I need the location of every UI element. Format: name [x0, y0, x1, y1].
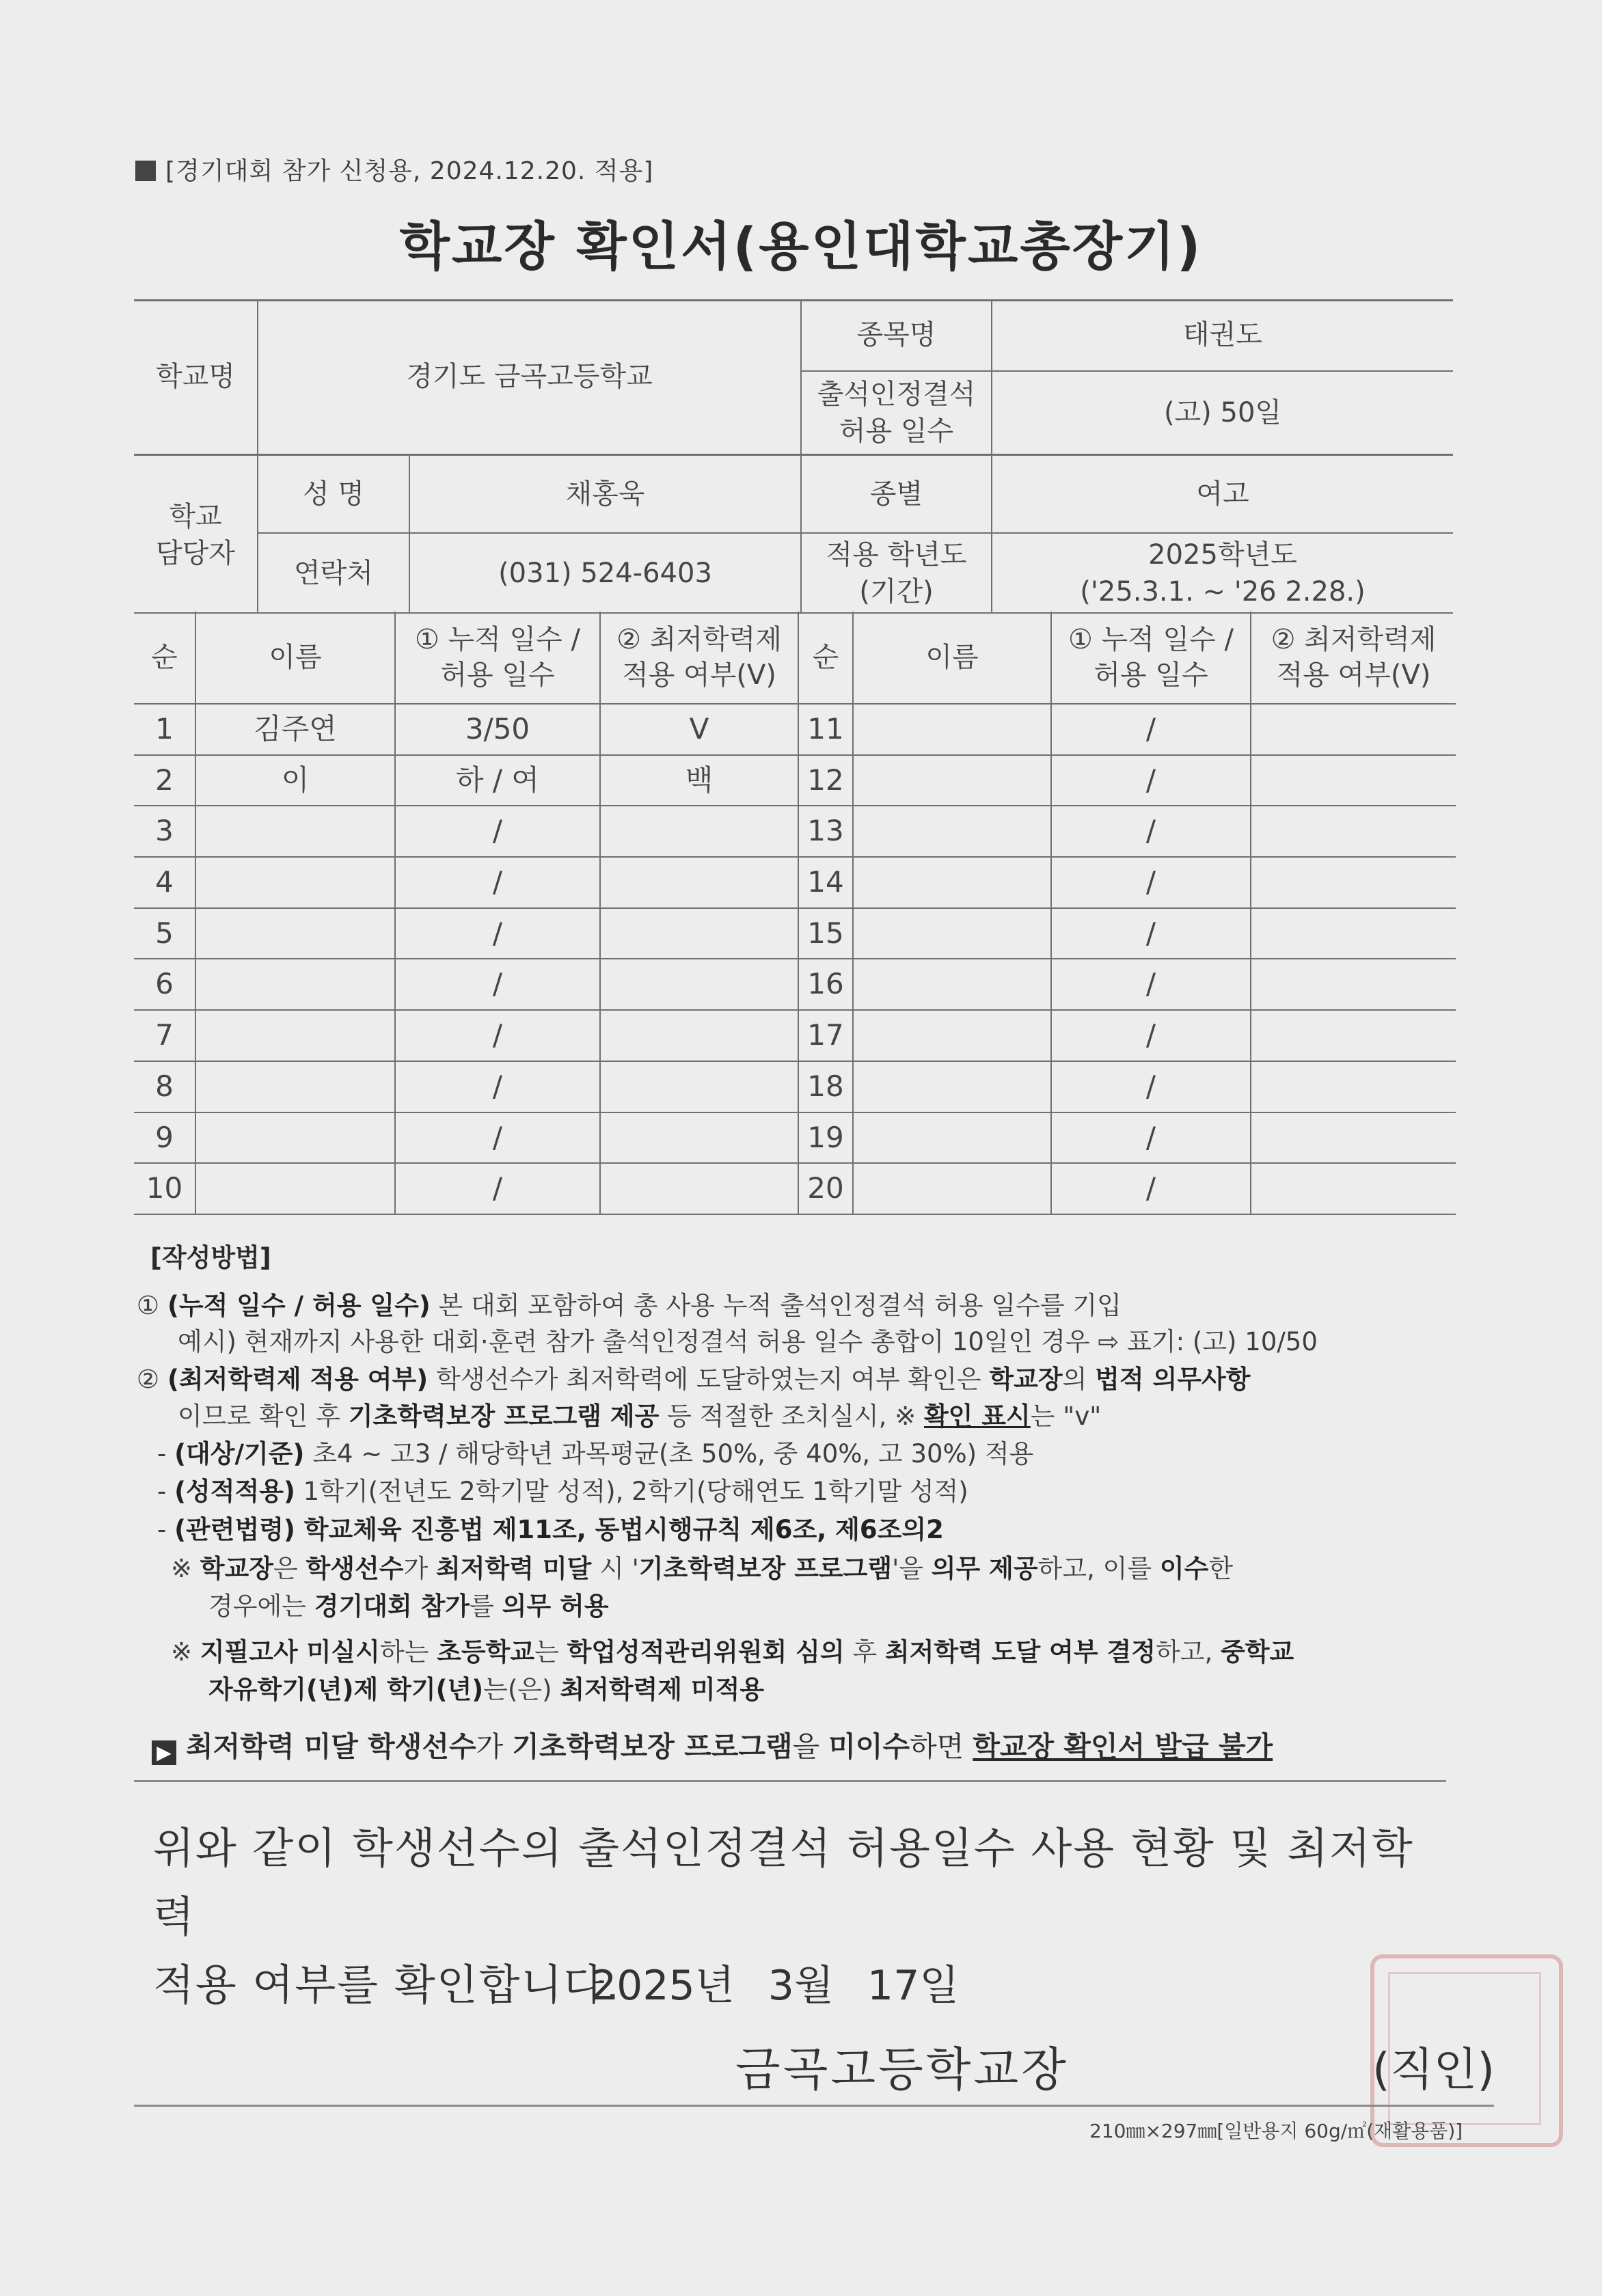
note1-n: 경기대회 참가	[314, 1591, 470, 1621]
guide-note-1: ※ 학교장은 학생선수가 최저학력 미달 시 '기초학력보장 프로그램'을 의무 제공하고, 이를 이수한	[171, 1554, 1234, 1583]
table-row	[134, 1112, 1456, 1164]
guide-bullet-grades-title: (성적적용)	[174, 1477, 295, 1506]
student-name	[853, 1061, 1051, 1112]
min-academic-check	[600, 1112, 798, 1164]
category-value: 여고	[1196, 478, 1249, 510]
row-number: 12	[798, 755, 853, 806]
note2-b: 하는	[379, 1637, 437, 1667]
days-used: 하 / 여	[395, 755, 600, 806]
min-academic-check	[1251, 908, 1456, 959]
guide-item-2-title: (최저학력제 적용 여부)	[167, 1365, 429, 1394]
notice-g: 학교장 확인서 발급 불가	[973, 1730, 1273, 1763]
guide-item-2-duty: 법적 의무사항	[1095, 1365, 1251, 1394]
year-label-line2: (기간)	[859, 575, 934, 607]
manager-name-label: 성 명	[303, 478, 364, 510]
table-row	[134, 1163, 1456, 1214]
student-name	[195, 857, 395, 908]
min-academic-check	[1251, 1112, 1456, 1164]
header-name-right: 이름	[853, 612, 1051, 704]
manager-label-line1: 학교	[169, 500, 222, 532]
table-row	[134, 1061, 1456, 1112]
note2-c: 초등학교	[437, 1637, 535, 1667]
note1-d: 가	[403, 1554, 436, 1583]
days-used: /	[1051, 1112, 1251, 1164]
header-min-line2: 적용 여부(V)	[622, 659, 776, 691]
student-name	[853, 704, 1051, 755]
header-days-line2: 허용 일수	[440, 659, 555, 691]
min-academic-check	[600, 908, 798, 959]
notice-d: 을	[792, 1730, 829, 1763]
row-number: 2	[134, 755, 195, 806]
row-number: 14	[798, 857, 853, 908]
table-row	[134, 1010, 1456, 1061]
days-used: /	[395, 908, 600, 959]
note1-b: 은	[273, 1554, 306, 1583]
row-number: 6	[134, 959, 195, 1010]
absence-allowance-label	[802, 372, 991, 454]
guide-bullet-grades: - (성적적용) 1학기(전년도 2학기말 성적), 2학기(당해연도 1학기말 성적)	[157, 1477, 968, 1506]
header-min-line1: ② 최저학력제	[616, 624, 782, 655]
guide-item-2-number: ②	[137, 1365, 160, 1394]
min-academic-check	[600, 1061, 798, 1112]
row-number: 19	[798, 1112, 853, 1164]
guide-item-1	[137, 1285, 1122, 1322]
note2-l: 최저학력제 미적용	[560, 1675, 765, 1704]
guide-item-2	[137, 1358, 1250, 1395]
document-title: 학교장 확인서(용인대학교총장기)	[399, 216, 1203, 277]
notice-f: 하면	[910, 1730, 973, 1763]
days-used: /	[1051, 1010, 1251, 1061]
row-number: 18	[798, 1061, 853, 1112]
note1-h: '을	[892, 1554, 932, 1583]
note1-i: 의무 제공	[931, 1554, 1038, 1583]
notice-c: 기초학력보장 프로그램	[512, 1730, 793, 1763]
header-days	[395, 612, 600, 704]
row-number: 5	[134, 908, 195, 959]
header-no-right: 순	[798, 612, 853, 704]
confirmation-line-2: 적용 여부를 확인합니다.	[153, 1960, 621, 2010]
student-name	[195, 959, 395, 1010]
min-academic-check	[1251, 857, 1456, 908]
row-number: 3	[134, 806, 195, 857]
category-label: 종별	[869, 478, 923, 510]
header-min-line2-right: 적용 여부(V)	[1276, 659, 1431, 691]
guide-note-2: ※ 지필고사 미실시하는 초등학교는 학업성적관리위원회 심의 후 최저학력 도달 여부 결정하고, 중학교	[171, 1637, 1294, 1667]
issue-date: 2025년 3월 17일	[590, 1962, 960, 2010]
manager-name-value: 채홍욱	[565, 478, 645, 510]
min-academic-check: 백	[600, 755, 798, 806]
student-name	[853, 1163, 1051, 1214]
guide-item-2-principal: 학교장	[989, 1365, 1063, 1394]
student-name	[195, 1112, 395, 1164]
row-number: 7	[134, 1010, 195, 1061]
student-name	[853, 959, 1051, 1010]
days-used: /	[1051, 959, 1251, 1010]
days-used: /	[395, 1163, 600, 1214]
note1-g: 기초학력보장 프로그램	[638, 1554, 893, 1583]
notice-b: 가	[476, 1730, 513, 1763]
min-academic-check	[1251, 1163, 1456, 1214]
student-attendance-table	[134, 612, 1456, 1214]
table-row	[134, 704, 1456, 755]
note2-f: 후	[844, 1637, 885, 1667]
paper-spec: 210㎜×297㎜[일반용지 60g/㎡(재활용품)]	[1089, 2120, 1463, 2142]
days-used: /	[1051, 908, 1251, 959]
row-number: 11	[798, 704, 853, 755]
min-academic-check	[600, 959, 798, 1010]
seal-label: (직인)	[1372, 2043, 1495, 2096]
min-academic-check	[1251, 755, 1456, 806]
note1-k: 이수	[1159, 1554, 1209, 1583]
student-name	[195, 1010, 395, 1061]
bottom-divider	[134, 2105, 1494, 2107]
note1-j: 하고, 이를	[1037, 1554, 1160, 1583]
note1-a: 학교장	[200, 1554, 273, 1583]
guide-bullet-law-title: (관련법령)	[174, 1515, 295, 1544]
manager-label-line2: 담당자	[156, 537, 235, 569]
guide-item-1-example: 예시) 현재까지 사용한 대회·훈련 참가 출석인정결석 허용 일수 총합이 10일인 경우 ⇨ 표기: (고) 10/50	[178, 1327, 1318, 1356]
note2-i: 중학교	[1220, 1637, 1294, 1667]
event-label: 종목명	[856, 319, 936, 351]
note2-j: 자유학기(년)제 학기(년)	[208, 1675, 484, 1704]
event-value: 태권도	[1183, 319, 1262, 351]
row-number: 9	[134, 1112, 195, 1164]
notice-a: 최저학력 미달 학생선수	[186, 1730, 476, 1763]
note2-k: 는(은)	[483, 1675, 560, 1704]
form-version-note	[135, 152, 653, 187]
min-academic-check	[600, 1010, 798, 1061]
absence-label-line2: 허용 일수	[839, 415, 954, 447]
form-version-text: [경기대회 참가 신청용, 2024.12.20. 적용]	[165, 157, 654, 185]
year-value-line1: 2025학년도	[1148, 538, 1297, 571]
row-number: 10	[134, 1163, 195, 1214]
school-year-label	[802, 534, 991, 612]
guide-note-1-continued	[208, 1585, 608, 1622]
guide-heading: [작성방법]	[150, 1243, 271, 1272]
min-academic-check	[1251, 806, 1456, 857]
student-name	[853, 908, 1051, 959]
arrow-right-icon: ▶	[152, 1740, 176, 1765]
header-name: 이름	[195, 612, 395, 704]
header-days-right	[1051, 612, 1251, 704]
row-number: 8	[134, 1061, 195, 1112]
school-name-value: 경기도 금곡고등학교	[406, 361, 653, 392]
min-academic-check	[600, 1163, 798, 1214]
note2-h: 하고,	[1155, 1637, 1221, 1667]
row-number: 1	[134, 704, 195, 755]
guide-item-2-cont-b: 등 적절한 조치실시, ※	[659, 1402, 924, 1431]
student-name	[195, 908, 395, 959]
guide-item-1-text: 본 대회 포함하여 총 사용 누적 출석인정결석 허용 일수를 기입	[430, 1291, 1122, 1320]
guide-item-2-cont-c: 는 "v"	[1030, 1402, 1102, 1431]
contact-value: (031) 524-6403	[498, 557, 712, 589]
row-number: 15	[798, 908, 853, 959]
days-used: /	[1051, 1061, 1251, 1112]
min-academic-check	[1251, 1061, 1456, 1112]
guide-item-1-title: (누적 일수 / 허용 일수)	[167, 1291, 431, 1320]
row-number: 20	[798, 1163, 853, 1214]
table-row	[134, 908, 1456, 959]
days-used: /	[395, 1010, 600, 1061]
note1-p: 의무 허용	[502, 1591, 609, 1621]
note2-e: 학업성적관리위원회 심의	[567, 1637, 845, 1667]
note2-d: 는	[534, 1637, 567, 1667]
student-name	[853, 1010, 1051, 1061]
min-academic-check	[1251, 1010, 1456, 1061]
days-used: /	[395, 1061, 600, 1112]
days-used: /	[395, 959, 600, 1010]
guide-item-2-text-b: 의	[1062, 1365, 1096, 1394]
student-name	[853, 806, 1051, 857]
header-days-line1: ① 누적 일수 /	[414, 624, 581, 655]
note1-c: 학생선수	[306, 1554, 404, 1583]
table-header-row	[134, 612, 1456, 704]
row-number: 13	[798, 806, 853, 857]
note2-g: 최저학력 도달 여부 결정	[884, 1637, 1156, 1667]
absence-label-line1: 출석인정결석	[817, 379, 976, 410]
student-name	[853, 857, 1051, 908]
school-manager-label	[134, 456, 257, 614]
row-number: 4	[134, 857, 195, 908]
guide-bullet-target-text: 초4 ~ 고3 / 해당학년 과목평균(초 50%, 중 40%, 고 30%) 적용	[304, 1439, 1034, 1468]
header-days-line1-right: ① 누적 일수 /	[1068, 624, 1234, 655]
row-number: 17	[798, 1010, 853, 1061]
header-no: 순	[134, 612, 195, 704]
guide-item-2-continued	[178, 1395, 1101, 1432]
table-row	[134, 857, 1456, 908]
guide-bullet-law: - (관련법령) 학교체육 진흥법 제11조, 동법시행규칙 제6조, 제6조의2	[157, 1515, 944, 1544]
days-used: 3/50	[395, 704, 600, 755]
note1-o: 를	[470, 1591, 502, 1621]
days-used: /	[1051, 806, 1251, 857]
days-used: /	[1051, 704, 1251, 755]
student-name: 이	[195, 755, 395, 806]
guide-note-2-continued	[208, 1669, 764, 1706]
student-name	[853, 1112, 1051, 1164]
absence-allowance-value: (고) 50일	[1163, 397, 1282, 428]
square-bullet-icon	[135, 161, 156, 181]
min-academic-check	[600, 857, 798, 908]
student-name	[853, 755, 1051, 806]
school-info-table	[134, 299, 1453, 614]
note2-a: 지필고사 미실시	[200, 1637, 380, 1667]
student-name: 김주연	[195, 704, 395, 755]
guide-item-2-program: 기초학력보장 프로그램 제공	[348, 1402, 660, 1431]
school-name-label: 학교명	[156, 361, 235, 392]
header-min-academic	[600, 612, 798, 704]
header-min-academic-right	[1251, 612, 1456, 704]
divider	[134, 1780, 1446, 1782]
header-days-line2-right: 허용 일수	[1094, 659, 1208, 691]
row-number: 16	[798, 959, 853, 1010]
days-used: /	[395, 806, 600, 857]
days-used: /	[1051, 857, 1251, 908]
confirmation-line-1: 위와 같이 학생선수의 출석인정결석 허용일수 사용 현황 및 최저학력	[153, 1823, 1414, 1941]
days-used: /	[1051, 755, 1251, 806]
student-name	[195, 1163, 395, 1214]
min-academic-check	[1251, 704, 1456, 755]
table-row	[134, 959, 1456, 1010]
year-label-line1: 적용 학년도	[826, 538, 967, 571]
issuance-notice	[152, 1724, 1273, 1765]
table-row	[134, 755, 1456, 806]
note1-e: 최저학력 미달	[436, 1554, 592, 1583]
note1-m: 경우에는	[208, 1591, 314, 1621]
guide-item-2-mark: 확인 표시	[923, 1402, 1031, 1431]
notice-e: 미이수	[828, 1730, 910, 1763]
principal-title: 금곡고등학교장	[735, 2043, 1069, 2097]
table-row	[134, 806, 1456, 857]
guide-item-2-text-a: 학생선수가 최저학력에 도달하였는지 여부 확인은	[428, 1365, 990, 1394]
days-used: /	[395, 1112, 600, 1164]
days-used: /	[395, 857, 600, 908]
student-name	[195, 806, 395, 857]
note1-f: 시 '	[591, 1554, 639, 1583]
guide-bullet-law-text: 학교체육 진흥법 제11조, 동법시행규칙 제6조, 제6조의2	[295, 1515, 944, 1544]
school-year-value	[992, 534, 1453, 612]
guide-item-1-number: ①	[137, 1291, 160, 1320]
year-value-line2: ('25.3.1. ~ '26 2.28.)	[1080, 575, 1366, 607]
min-academic-check: V	[600, 704, 798, 755]
student-name	[195, 1061, 395, 1112]
note1-l: 한	[1208, 1554, 1234, 1583]
guide-bullet-target: - (대상/기준) 초4 ~ 고3 / 해당학년 과목평균(초 50%, 중 40%, 고 30%) 적용	[157, 1439, 1034, 1468]
contact-label: 연락처	[294, 557, 373, 589]
header-min-line1-right: ② 최저학력제	[1271, 624, 1437, 655]
min-academic-check	[1251, 959, 1456, 1010]
guide-bullet-grades-text: 1학기(전년도 2학기말 성적), 2학기(당해연도 1학기말 성적)	[295, 1477, 968, 1506]
min-academic-check	[600, 806, 798, 857]
guide-bullet-target-title: (대상/기준)	[174, 1439, 305, 1468]
guide-item-2-cont-a: 이므로 확인 후	[178, 1402, 349, 1431]
days-used: /	[1051, 1163, 1251, 1214]
